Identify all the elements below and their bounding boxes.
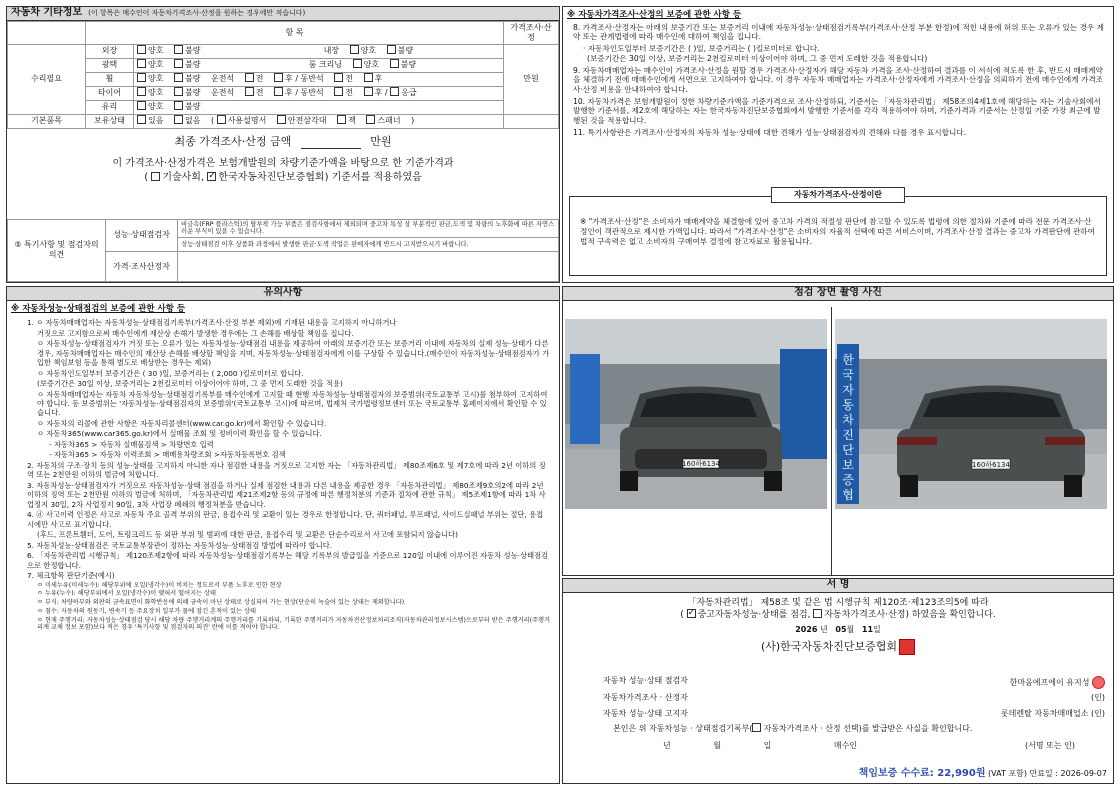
basis-line-2: ( 기술사회, ✓한국자동차진단보증협회) 기준서를 적용하였음 <box>7 171 559 185</box>
signature-header: 서 명 <box>563 579 1113 593</box>
checkbox[interactable] <box>137 87 146 96</box>
checkbox[interactable] <box>217 115 226 124</box>
checkbox[interactable] <box>174 101 183 110</box>
fee-amount: 책임보증 수수료: 22,990원 <box>858 767 986 779</box>
guarantee-title: ※ 자동차가격조사·산정의 보증에 관한 사항 등 <box>567 10 742 20</box>
checkbox[interactable] <box>334 73 343 82</box>
signer-row: 자동차가격조사 · 산정자 (인) <box>603 693 1105 702</box>
caution-line: ㅇ 자동차매매업자는 자동차 자동차성능·상태점검기록부를 매수인에게 고지할 때 현행 자동차성능·상태점검자의 보증범위(국토교통부 고시)를 첨부하여 고지하여야 합니다. 동 보증범위는 '자동차성능·상태점검자의 보증범위'(국토교통부 고시)에 따르며, 법제처 국가법령정보센터 또는 국토교통부 홈페이지에서 확인할 수 있습니다. <box>37 389 548 418</box>
row-options: 양호 불량 <box>134 100 504 114</box>
receipt-confirmation: 본인은 위 자동차성능 · 상태점검기록부( 자동차가격조사 · 산정 선택)를 발급받은 사실을 확인합니다. <box>613 724 973 733</box>
list-item: · 자동차인도일부터 보증기간은 ( )일, 보증거리는 ( )킬로미터로 합니다. <box>583 44 820 54</box>
rear-car-photo <box>835 319 1107 509</box>
list-item: 11. 특기사항란은 가격조사·산정자의 자동차 성능·상태에 대한 견해가 성능·상태점검자의 견해와 다를 경우 표시합니다. <box>573 127 967 137</box>
front-car-illustration <box>565 319 827 509</box>
license-plate-front: 160하6134 <box>682 460 720 468</box>
criteria-item: ㅇ 부식: 차량하부와 외판의 금속표면이 화학반응에 의해 금속이 아닌 상태로 상실되어 가는 현상(단순히 녹슬어 있는 상태는 제외합니다) <box>37 599 405 607</box>
criteria-item: ㅇ 누유(누수): 해당부위에서 오일(냉각수)이 맺혀서 떨어지는 상태 <box>37 590 216 598</box>
corner-cell <box>8 21 86 44</box>
svg-text:증: 증 <box>842 473 854 487</box>
svg-text:진: 진 <box>842 428 854 442</box>
checkbox[interactable] <box>390 59 399 68</box>
interior-label: 내장 <box>323 46 340 55</box>
group-repair-label: 수리필요 <box>8 44 86 114</box>
row-options: 양호 불량 운전석 전 후 / 동반석 전 후 / 응급 <box>134 86 504 100</box>
basic-items-label: 기본품목 <box>8 114 86 128</box>
checkbox[interactable] <box>274 73 283 82</box>
svg-text:협: 협 <box>842 488 854 502</box>
criteria-item: ㅇ 미세누유(미세누수): 해당부위에 오일(냉각수)이 비치는 정도로서 부품 노후로 인한 현상 <box>37 581 282 589</box>
inspector-note-1: 비금속(FRP 플라스틱)의 탈부착 가능 부품은 점검사항에서 제외되며 중고차 특성 상 부분적인 판금,도색 및 차량의 노후화에 따른 자연스러운 부식이 있을 수 있습니다. <box>178 219 559 237</box>
warranty-fee <box>859 768 1107 781</box>
final-price-row <box>7 129 559 156</box>
caution-line: 6. 「자동차관리법 시행규칙」 제120조제2항에 따라 자동차성능·상태점검기록부는 해당 기록부의 발급일을 기준으로 120일 이내에 이루어진 자동차 성능·상태점검으로 한정합니다. <box>27 551 549 570</box>
caution-line: 4. ⓓ 사고이력 인정은 사고로 자동차 주요 골격 부위의 판금, 용접수리 및 교환이 있는 경우로 한정합니다. 단, 쿼터패널, 루프패널, 사이드실패널 부위는 절단, 용접 시에만 사고로 표기합니다. <box>27 510 544 529</box>
checkbox[interactable] <box>137 59 146 68</box>
checkbox-kaa[interactable] <box>207 172 216 181</box>
caution-line: 1. ㅇ 자동차매매업자는 자동차성능·상태점검기록부(가격조사·산정 부분 제외)에 기재된 내용을 고지하지 아니하거나 <box>27 318 397 328</box>
license-plate-rear: 160하6134 <box>972 461 1010 469</box>
svg-text:차: 차 <box>842 413 854 427</box>
inspector-note-2: 성능·상태점검 이후 상품화 과정에서 발생한 판금·도색 작업은 판매자에게 반드시 고지받으시기 바랍니다. <box>178 238 559 252</box>
final-price-input[interactable] <box>301 135 361 150</box>
caution-line: 5. 자동차성능·상태점검은 국토교통부장관이 정하는 자동차성능·상태점검 방법에 따라야 합니다. <box>27 540 333 550</box>
checkbox[interactable] <box>137 101 146 110</box>
front-car-photo <box>565 319 827 509</box>
checkbox[interactable] <box>245 73 254 82</box>
inspection-photos-section <box>562 286 1114 576</box>
svg-text:한: 한 <box>842 353 854 367</box>
guarantee-list <box>563 23 1113 138</box>
vehicle-other-info-section <box>6 6 560 283</box>
caution-line: (후드, 프론트휀더, 도어, 트렁크리드 등 외판 부위 및 범퍼에 대한 판금, 용접수리 및 교환은 단순수리로서 사고에 포함되지 않습니다) <box>37 530 458 540</box>
appraiser-opinion[interactable] <box>178 252 559 282</box>
checkbox[interactable] <box>174 45 183 54</box>
caution-line: 3. 자동차성능·상태점검자가 거짓으로 자동차성능·상태 점검을 하거나 실제 점검한 내용과 다른 내용을 제공한 경우 「자동차관리법」 제80조제9호의2에 따라 2년 이하의 징역 또는 2천만원 이하의 벌금에 처하며, 「자동차관리법 제21조제2항 등의 규정에 따른 행정처분의 기준과 절차에 관한 규칙」 제5조제1항에 따라 1차 사업정지 30일, 2차 사업정지 90일, 3차 사업장 폐쇄의 행정처분을 받습니다. <box>27 480 546 509</box>
definition-text: ※ "가격조사·산정"은 소비자가 매매계약을 체결함에 있어 중고차 가격의 적절성 판단에 참고할 수 있도록 법령에 의한 절차와 기준에 따라 전문 가격조사·산정인이 객관적으로 제시한 가액입니다. 따라서 "가격조사·산정"은 소비자의 자율적 선택에 따른 서비스이며, 가격조사·산정 결과는 중고차 가격판단에 관하여 법적 구속력은 없고 소비자의 구매여부 결정에 참고자료로 활용됩니다. <box>580 217 1095 247</box>
row-label: 광택 <box>86 58 134 72</box>
basis-line-1: 이 가격조사·산정가격은 보험개발원의 차량기준가액을 바탕으로 한 기준가격과 <box>112 158 454 170</box>
criteria-list <box>27 582 551 633</box>
section-header <box>7 7 559 21</box>
checkbox[interactable] <box>137 45 146 54</box>
caution-line: ㅇ 자동차의 리콜에 관한 사항은 자동차리콜센터(www.car.go.kr)에서 확인할 수 있습니다. <box>37 418 327 428</box>
row-label: 외장 <box>86 44 134 58</box>
svg-text:국: 국 <box>842 368 854 382</box>
list-item: 10. 자동차가격은 보험개발원이 정한 차량기준가액을 기준가격으로 조사·산정하되, 기준서는 「자동차관리법」 제58조의4제1호에 해당하는 자는 기술사회에서 발행한 기준서를, 제2호에 해당하는 자는 한국자동차진단보증협회에서 발행한 기준서를 각각 적용하여야 하며, 기준가격과 기준서는 산정일 기준 가장 최근에 발행된 것을 적용합니다. <box>573 96 1101 126</box>
caution-line: - 자동차365 > 자동차 이력조회 > 매매용차량조회 >자동차등록번호 검색 <box>49 450 286 460</box>
issue-date: 2026 년 05월 11일 <box>795 624 881 634</box>
empty-cell <box>504 114 559 128</box>
room-clean-label: 룸 크리닝 <box>308 60 343 69</box>
checkbox[interactable] <box>137 115 146 124</box>
svg-text:자: 자 <box>842 383 854 397</box>
checkbox-receipt-price[interactable] <box>752 723 761 732</box>
price-guarantee-section <box>562 6 1114 283</box>
definition-box <box>569 190 1107 276</box>
org-name: (사)한국자동차진단보증협회 <box>760 639 898 653</box>
signer-row: 자동차 성능·상태 점검자 한마음에프에이 유지성 <box>603 676 1105 686</box>
checkbox-performance[interactable] <box>687 609 696 618</box>
col-item-header: 항 목 <box>86 21 504 44</box>
special-notes-table <box>7 219 559 282</box>
checkbox[interactable] <box>350 45 359 54</box>
section-title: 자동차 기타정보 <box>11 7 83 18</box>
checkbox[interactable] <box>387 45 396 54</box>
caution-line: ㅇ 자동차인도일부터 보증기간은 ( 30 )일, 보증거리는 ( 2,000 )킬로미터로 합니다. <box>37 368 304 378</box>
rear-car-illustration <box>835 319 1107 509</box>
signature-section <box>562 578 1114 784</box>
caution-subtitle: ※ 자동차성능·상태점검의 보증에 관한 사항 등 <box>11 303 186 314</box>
signer-row: 자동차 성능·상태 고지자 롯데렌탈 자동차매매업소 (인) <box>603 709 1105 718</box>
svg-text:단: 단 <box>842 443 854 457</box>
statement-line-1: 「자동차관리법」 제58조 및 같은 법 시행규칙 제120조·제123조의5에 따라 <box>687 597 989 608</box>
checkbox[interactable] <box>334 87 343 96</box>
caution-line: 7. 체크항목 판단기준(예시) <box>27 571 115 581</box>
other-info-table <box>7 21 559 129</box>
svg-text:보: 보 <box>842 458 854 472</box>
row-label: 타이어 <box>86 86 134 100</box>
caution-line: - 자동차365 > 자동차 실매물검색 > 차량번호 입력 <box>49 439 214 449</box>
caution-line: 거짓으로 고지함으로써 매수인에게 재산상 손해가 발생한 경우에는 그 손해를 배상할 책임을 집니다. <box>37 328 354 338</box>
checkbox[interactable] <box>390 87 399 96</box>
list-item: (보증기간은 30일 이상, 보증거리는 2천킬로미터 이상이어야 하며, 그 중 먼저 도래한 것을 적용합니다) <box>587 53 928 63</box>
definition-title: 자동차가격조사·산정이란 <box>771 187 905 203</box>
price-unit: 만원 <box>504 44 559 114</box>
checkbox-tech-society[interactable] <box>151 172 160 181</box>
row-options: 양호 불량 룸 크리닝 양호 불량 <box>134 58 504 72</box>
list-item: 9. 자동차매매업자는 매수인이 가격조사·산정을 원할 경우 가격조사·산정자가 해당 자동차 가격을 조사·산정하여 결과를 이 서식에 적도록 한 후, 반드시 매매계약을 체결하기 전에 매매수인에게 서면으로 고지하여야 합니다. 이 경우 자동차 매매업자는 가격조사·산정자에게 가격조사·산정을 의뢰하기 전에 매수인에게 가격조사·산정 비용을 안내하여야 합니다. <box>573 65 1104 94</box>
checkbox[interactable] <box>137 73 146 82</box>
checkbox[interactable] <box>364 87 373 96</box>
inspector-label: 성능·상태점검자 <box>106 219 178 251</box>
org-seal-icon <box>899 639 915 655</box>
list-item: 8. 가격조사·산정자는 아래의 보증기간 또는 보증거리 이내에 자동차성능·상태점검기록부(가격조사·산정 부분 한정)에 적힌 내용에 허위 또는 오류가 있는 경우 계약 또는 관계법령에 따라 매수인에 대하여 책임을 집니다. <box>573 22 1104 42</box>
svg-text:동: 동 <box>842 398 854 412</box>
checkbox[interactable] <box>274 87 283 96</box>
price-basis-text <box>7 155 559 191</box>
caution-line: (보증기간은 30일 이상, 보증거리는 2천킬로미터 이상이어야 하며, 그 중 먼저 도래한 것을 적용) <box>37 379 343 389</box>
org-name-row <box>563 639 1113 655</box>
row-label: 유리 <box>86 100 134 114</box>
checkbox[interactable] <box>364 73 373 82</box>
appraiser-label: 가격·조사산정자 <box>106 252 178 282</box>
caution-line: ㅇ 자동차365(www.car365.go.kr)에서 실매물 조회 및 정비이력 확인을 할 수 있습니다. <box>37 429 322 439</box>
photo-divider <box>831 307 832 575</box>
signature-statement <box>563 593 1113 655</box>
criteria-item: ㅇ 침수: 자동차의 원동기, 변속기 등 주요장치 일부가 물에 잠긴 흔적이 있는 상태 <box>37 607 256 615</box>
caution-header: 유의사항 <box>7 287 559 301</box>
buyer-label: 매수인 <box>833 741 858 750</box>
final-price-unit: 만원 <box>370 134 392 148</box>
checkbox[interactable] <box>174 73 183 82</box>
checkbox[interactable] <box>245 87 254 96</box>
row-options: 양호 불량 운전석 전 후 / 동반석 전 후 <box>134 72 504 86</box>
caution-section <box>6 286 560 784</box>
caution-line: ㅇ 자동차성능·상태점검자가 거짓 또는 오류가 있는 자동차성능·상태점검 내용을 제공하여 아래의 보증기간 또는 보증거리 이내에 자동차의 실제 성능·상태가 다른 경우, 자동차매매업자는 매수인의 재산상 손해를 배상할 책임을 지며, 자동차성능·상태점검자에게 이를 구상할 수 있습니다.(매수인이 자동차성능·상태점검자가 가입한 책임보험 등을 통해 별도로 배상받는 경우는 제외) <box>37 339 550 368</box>
col-price-header: 가격조사·산정 <box>504 21 559 44</box>
row-options: 양호 불량 내장 양호 불량 <box>134 44 504 58</box>
caution-line: 2. 자동차의 구조·장치 등의 성능·상태를 고지하지 아니한 자나 점검한 내용을 거짓으로 고지한 자는 「자동차관리법」 제80조제6호 및 제7호에 따라 2년 이하의 징역 또는 2천만원 이하의 벌금에 처합니다. <box>27 460 546 480</box>
checkbox[interactable] <box>353 59 362 68</box>
caution-body <box>7 316 559 632</box>
buyer-sign[interactable]: (서명 또는 인) <box>1025 741 1075 750</box>
row-label: 휠 <box>86 72 134 86</box>
section-note: (이 항목은 매수인이 자동차가격조사·산정을 원하는 경우에만 적습니다) <box>88 9 306 17</box>
checkbox[interactable] <box>174 115 183 124</box>
checkbox[interactable] <box>337 115 346 124</box>
criteria-item: ㅇ 현재 주행거리: 자동차성능·상태점검 당시 해당 차량 주행거리계의 주행거리를 기록하되, 기록한 주행거리가 자동차전산정보처리조직(자동차관리정보시스템)으로부터 받은 주행거리(주행거리계 교체 정보 포함)보다 적은 경우 '특기사항 및 점검자의 의견' 란에 이를 적어야 합니다. <box>37 616 550 632</box>
photos-header: 점검 장면 촬영 사진 <box>563 287 1113 301</box>
statement-line-2: ( ✓중고자동차성능·상태를 점검, 자동차가격조사·산정) 하였음을 확인합니다. <box>563 609 1113 621</box>
checkbox[interactable] <box>277 115 286 124</box>
checkbox[interactable] <box>174 59 183 68</box>
checkbox[interactable] <box>174 87 183 96</box>
special-notes-label: ⑤ 특기사항 및 점검자의 의견 <box>8 219 106 281</box>
basic-items-options: 있음 없음 ( 사용설명서 안전삼각대 잭 스패너 ) <box>134 114 504 128</box>
holding-label: 보유상태 <box>86 114 134 128</box>
checkbox-price[interactable] <box>813 609 822 618</box>
fee-note: (VAT 포함) 만료일 : 2026-09-07 <box>988 768 1107 778</box>
final-price-label: 최종 가격조사·산정 금액 <box>174 134 292 148</box>
inspector-seal-icon <box>1092 676 1105 689</box>
checkbox[interactable] <box>366 115 375 124</box>
buyer-row: 년 월 일 매수인 (서명 또는 인) <box>663 741 1075 750</box>
